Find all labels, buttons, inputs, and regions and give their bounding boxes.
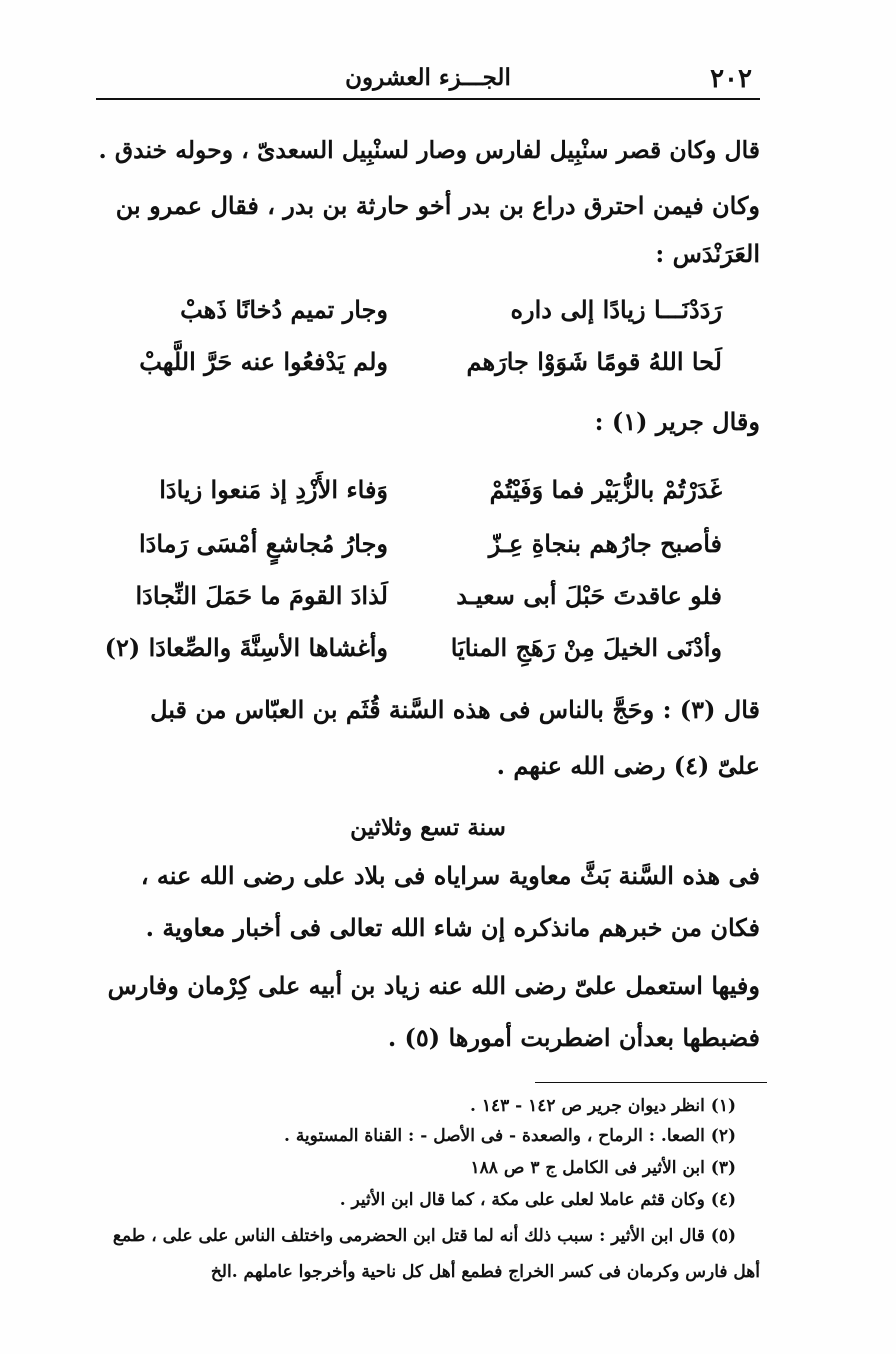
footnote-divider (535, 1082, 767, 1083)
paragraph-line: فى هذه السَّنة بَثَّ معاوية سراياه فى بلاد على رضى الله عنه ، (140, 861, 760, 890)
verse-second-hemistich: وأغشاها الأسِنَّةَ والصِّعادَا (٢) (104, 633, 388, 662)
paragraph-line: فكان من خبرهم مانذكره إن شاء الله تعالى فى أخبار معاوية . (145, 913, 760, 942)
paragraph-line: علىّ (٤) رضى الله عنهم . (496, 751, 760, 780)
verse-line (96, 476, 760, 512)
footnote: (٣) ابن الأثير فى الكامل ج ٣ ص ١٨٨ (470, 1158, 736, 1178)
verse-first-hemistich: رَدَدْنَـــا زيادًا إلى داره (510, 295, 722, 324)
verse-second-hemistich: ولم يَدْفعُوا عنه حَرَّ اللَّهبْ (139, 347, 388, 376)
verse-first-hemistich: غَدَرْتُمْ بالزُّبَيْر فما وَفَيْتُمْ (489, 475, 722, 504)
verse-line (96, 296, 760, 332)
footnote-continuation: أهل فارس وكرمان فى كسر الخراج فطمع أهل كل ناحية وأخرجوا عاملهم .الخ (210, 1262, 760, 1282)
paragraph-line: قال (٣) : وحَجَّ بالناس فى هذه السَّنة قُثَم بن العبّاس من قبل (150, 695, 760, 724)
verse-second-hemistich: وجار تميم دُخانًا ذَهبْ (180, 295, 388, 324)
verse-first-hemistich: فلو عاقدتَ حَبْلَ أبى سعيـد (456, 581, 722, 610)
page-number: ٢٠٢ (710, 64, 752, 94)
paragraph-line: قال وكان قصر سنْبِيل لفارس وصار لسنْبِيل السعدىّ ، وحوله خندق . (98, 136, 760, 164)
verse-first-hemistich: وأدْنَى الخيلَ مِنْ رَهَجِ المنايَا (450, 633, 722, 662)
footnote: (٥) قال ابن الأثير : سبب ذلك أنه لما قتل ابن الحضرمى واختلف الناس على على ، طمع (112, 1226, 736, 1246)
verse-first-hemistich: لَحا اللهُ قومًا شَوَوْا جارَهم (466, 347, 722, 376)
section-heading: سنة تسع وثلاثين (350, 814, 506, 841)
poem-intro: وقال جرير (١) : (594, 407, 760, 436)
footnote: (٢) الصعا. : الرماح ، والصعدة - فى الأصل - : القناة المستوية . (283, 1126, 736, 1146)
verse-line (96, 634, 760, 670)
paragraph-line: العَرَنْدَس : (655, 239, 760, 268)
verse-second-hemistich: وَفاء الأَزْدِ إذ مَنعوا زيادَا (159, 475, 388, 504)
verse-second-hemistich: وجارُ مُجاشعٍ أمْسَى رَمادَا (139, 529, 388, 558)
paragraph-line: وكان فيمن احترق دراع بن بدر أخو حارثة بن بدر ، فقال عمرو بن (115, 191, 760, 220)
verse-line (96, 348, 760, 384)
running-title: الجـــزء العشرون (345, 64, 511, 91)
page-header (96, 58, 760, 100)
verse-line (96, 582, 760, 618)
verse-first-hemistich: فأصبح جارُهم بنجاةِ عِـزّ (488, 529, 722, 558)
footnote: (٤) وكان قثم عاملا لعلى على مكة ، كما قال ابن الأثير . (339, 1190, 736, 1210)
verse-line (96, 530, 760, 566)
footnote: (١) انظر ديوان جرير ص ١٤٢ - ١٤٣ . (469, 1096, 736, 1116)
paragraph-line: وفيها استعمل علىّ رضى الله عنه زياد بن أبيه على كِرْمان وفارس (107, 971, 760, 1000)
verse-second-hemistich: لَذادَ القومَ ما حَمَلَ النِّجادَا (135, 581, 388, 610)
paragraph-line: فضبطها بعدأن اضطربت أمورها (٥) . (387, 1023, 760, 1052)
